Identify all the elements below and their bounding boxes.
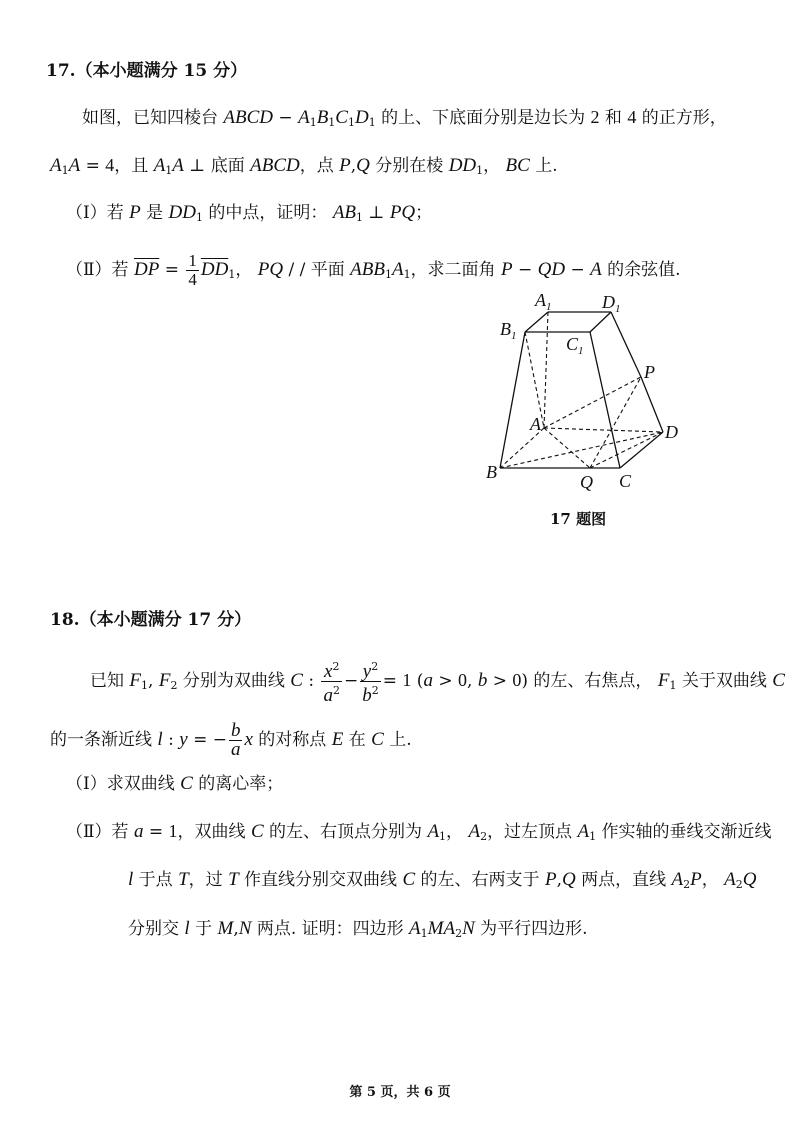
label-A1: $A_1$ bbox=[535, 290, 552, 313]
label-B1: $B_1$ bbox=[500, 319, 517, 342]
label-A: A bbox=[530, 414, 541, 434]
q17-part-1: （Ⅰ）若 P 是 $DD_1$ 的中点，证明： $AB_1$ ⊥ PQ； bbox=[66, 202, 433, 224]
q18-part-2-line-2: l 于点 T，过 T 作直线分别交双曲线 C 的左、右两支于 P,Q 两点，直线 $A_2P$， $A_2Q$ bbox=[128, 869, 757, 891]
label-D1: $D_1$ bbox=[602, 292, 621, 315]
label-B: B bbox=[486, 462, 497, 482]
label-Q: Q bbox=[580, 472, 593, 492]
q18-stem-line-1: 已知 $F_1$, $F_2$ 分别为双曲线 C : $\frac{x^2}{a^2}$ − $\frac{y^2}{b^2}$ = 1 (a > 0, b > 0) 的左、右焦点， $F_1$ 关于双曲线 C bbox=[90, 660, 785, 706]
label-D: D bbox=[665, 422, 678, 442]
q17-stem-line-1: 如图，已知四棱台 ABCD − $A_1B_1C_1D_1$ 的上、下底面分别是边长为 2 和 4 的正方形， bbox=[82, 107, 727, 129]
label-C: C bbox=[619, 471, 632, 491]
q18-part-1: （Ⅰ）求双曲线 C 的离心率； bbox=[66, 773, 284, 794]
q17-part-2: （Ⅱ）若 $\overline{DP}$ = $\frac{1}{4}$ $\overline{DD}_1$， PQ / / 平面 $ABB_1A_1$，求二面角 P − QD − A 的余弦值. bbox=[66, 251, 681, 289]
q18-part-2-line-1: （Ⅱ）若 a = 1，双曲线 C 的左、右顶点分别为 $A_1$， $A_2$，过左顶点 $A_1$ 作实轴的垂线交渐近线 bbox=[66, 821, 772, 843]
q18-header: 18.（本小题满分 17 分） bbox=[50, 610, 252, 630]
label-C1: $C_1$ bbox=[566, 334, 584, 357]
q18-stem-line-2: 的一条渐近线 l : y = − $\frac{b}{a}$ x 的对称点 E 在 C 上. bbox=[50, 720, 412, 760]
q18-part-2-line-3: 分别交 l 于 M,N 两点. 证明：四边形 $A_1MA_2N$ 为平行四边形. bbox=[128, 918, 588, 940]
page-footer: 第 5 页，共 6 页 bbox=[349, 1085, 451, 1100]
figure-caption: 17 题图 bbox=[550, 510, 607, 528]
label-P: P bbox=[644, 362, 655, 382]
q17-stem-line-2: $A_1A = 4$，且 $A_1A$ ⊥ 底面 ABCD，点 P,Q 分别在棱 $DD_1$， BC 上. bbox=[50, 155, 558, 177]
frustum-figure bbox=[478, 288, 698, 503]
q17-header: 17.（本小题满分 15 分） bbox=[46, 61, 248, 81]
